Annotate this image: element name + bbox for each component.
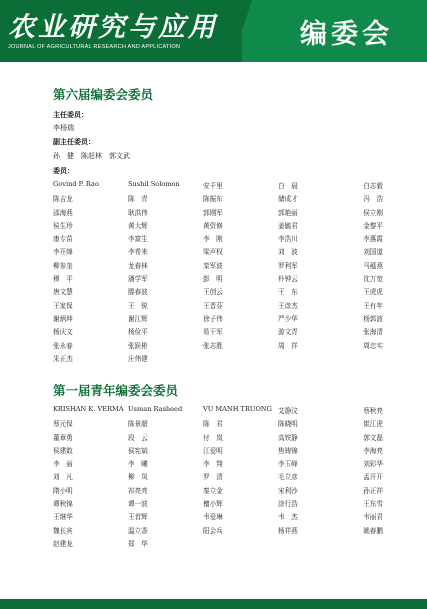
member-name: 韦丽君 xyxy=(363,513,383,522)
member-name: 韦爱琳 xyxy=(203,513,223,522)
member-name: 魏长宾 xyxy=(53,526,73,535)
member-name: 李开绵 xyxy=(53,248,73,257)
member-name: 李海亮 xyxy=(363,446,383,455)
member-name: 温立香 xyxy=(128,526,148,535)
member-name: Sushil Solomon xyxy=(128,180,180,188)
member-name: 杨俭平 xyxy=(128,328,148,337)
member-name: 侯生珍 xyxy=(53,221,73,230)
member-name: VU MANH TRUONG xyxy=(203,405,272,413)
members-label: 委员： xyxy=(53,167,74,175)
section-title-sixth-board: 第六届编委会委员 xyxy=(53,87,154,102)
member-name: 王东雪 xyxy=(363,500,383,509)
member-name: 耿洪伟 xyxy=(128,208,148,217)
member-name: 王虎虎 xyxy=(363,288,383,297)
member-name: 王彦杰 xyxy=(278,301,298,310)
director-label: 主任委员： xyxy=(53,111,88,119)
member-name: 白 晨 xyxy=(278,182,298,190)
member-name: 黄资修 xyxy=(203,221,223,230)
member-name: 王家保 xyxy=(53,301,73,310)
member-name: 龙春林 xyxy=(128,261,148,270)
member-name: 康专苗 xyxy=(53,235,73,244)
member-name: 刘 波 xyxy=(278,248,298,257)
member-name: 隋小明 xyxy=(53,486,73,495)
member-name: 王 东 xyxy=(278,288,298,297)
member-name: 李 刚 xyxy=(203,235,223,244)
member-name: 易干军 xyxy=(203,328,223,337)
member-name: 张永春 xyxy=(53,341,73,350)
member-name: 严少华 xyxy=(278,314,298,323)
member-name: 姜毓君 xyxy=(278,221,298,230)
member-name: 庄伟建 xyxy=(128,354,148,363)
member-name: 蔡秋亮 xyxy=(363,407,383,415)
member-name: 董章勇 xyxy=(53,433,73,442)
member-name: 崔江虎 xyxy=(363,420,383,429)
member-name: 陈吉龙 xyxy=(53,195,73,204)
member-name xyxy=(203,538,278,551)
deputy-director-label: 副主任委员： xyxy=(53,138,95,146)
member-name: 张海清 xyxy=(363,328,383,337)
member-name xyxy=(278,353,353,366)
member-name: 栾军波 xyxy=(203,261,223,270)
member-name: 安千里 xyxy=(203,182,223,190)
member-name: 柳 凤 xyxy=(128,473,148,482)
director-name: 李杨瑞 xyxy=(53,124,74,132)
member-name: 王 锐 xyxy=(128,301,148,310)
member-name: 邵海燕 xyxy=(53,208,73,217)
member-name: 周忠实 xyxy=(363,341,383,350)
member-name: 孟开开 xyxy=(363,473,383,482)
member-name: 谢炳坤 xyxy=(53,314,73,323)
member-name: 段 云 xyxy=(128,433,148,442)
member-name: 陈景超 xyxy=(128,420,148,429)
member-name: 侯立刚 xyxy=(363,208,383,217)
member-name: 刘彩华 xyxy=(363,460,383,469)
member-name: 周 祥 xyxy=(278,341,298,350)
member-name: 朱正杰 xyxy=(53,354,73,363)
member-name: 江爱明 xyxy=(203,446,223,455)
member-name: 王继华 xyxy=(53,513,73,522)
member-name: 谭秋锦 xyxy=(53,500,73,509)
member-name: 涂行浩 xyxy=(278,500,298,509)
member-name: 谢江辉 xyxy=(128,314,148,323)
member-name: 檀小辉 xyxy=(203,500,223,509)
journal-header xyxy=(0,0,427,62)
member-name: 祁亮亮 xyxy=(128,486,148,495)
member-name: 毛立彦 xyxy=(278,473,298,482)
member-name: KRISHAN K. VERMA xyxy=(53,405,124,413)
member-name: 杨郭波 xyxy=(363,314,383,323)
member-name: 柳参奎 xyxy=(53,261,73,270)
member-name: 穆 平 xyxy=(53,275,73,284)
section-title-youth-board: 第一届青年编委会委员 xyxy=(53,383,179,398)
journal-subtitle: JOURNAL OF AGRICULTURAL RESEARCH AND APPLICATION xyxy=(8,44,181,50)
member-name: 郭文磊 xyxy=(363,433,383,442)
member-name: 秦立金 xyxy=(203,486,223,495)
member-name: 郑 华 xyxy=(128,539,148,548)
member-name: 高铁静 xyxy=(278,433,298,442)
members-grid-youth-board xyxy=(53,405,383,551)
member-name: 付 岚 xyxy=(203,433,223,442)
member-name: 赵建龙 xyxy=(53,539,73,548)
member-name: 潘学军 xyxy=(128,275,148,284)
member-name: 杨庆文 xyxy=(53,328,73,337)
member-name: 张志胜 xyxy=(203,341,223,350)
member-name: 王晋芬 xyxy=(203,301,223,310)
member-name: 冯 浩 xyxy=(363,195,383,204)
member-name: 阳会兵 xyxy=(203,526,223,535)
member-name: 金黎平 xyxy=(363,221,383,230)
member-name: 王首辉 xyxy=(128,513,148,522)
member-name: 侯宪斌 xyxy=(128,446,148,455)
member-name: 马蕴燕 xyxy=(363,261,383,270)
member-name: Usman Rasheed xyxy=(128,405,183,413)
member-name: 梁声权 xyxy=(203,248,223,257)
member-name: 李希来 xyxy=(128,248,148,257)
member-name: 姚春鹏 xyxy=(363,526,383,535)
header-diagonal xyxy=(232,0,252,62)
member-name: 陈振东 xyxy=(203,195,223,204)
page-heading: 编委会 xyxy=(300,19,393,50)
member-name: 沈万宽 xyxy=(363,275,383,284)
member-name: 白志毅 xyxy=(363,182,383,190)
member-name: 滕春波 xyxy=(128,288,148,297)
member-name: 李浩川 xyxy=(278,235,298,244)
member-name: 朴钟云 xyxy=(278,275,298,284)
member-name: 李 丽 xyxy=(53,460,73,469)
member-name: 艾静汶 xyxy=(278,407,298,415)
member-name: 焦铸锦 xyxy=(278,446,298,455)
member-name: 谭一波 xyxy=(128,500,148,509)
member-name: 张跃彬 xyxy=(128,341,148,350)
member-name: 杨祥燕 xyxy=(278,526,298,535)
member-name: 黄大辉 xyxy=(128,221,148,230)
member-name xyxy=(278,538,353,551)
member-name: 韦 杰 xyxy=(278,513,298,522)
member-name: 徐子伟 xyxy=(203,314,223,323)
member-name: 郭艳丽 xyxy=(278,208,298,217)
member-name: 李富生 xyxy=(128,235,148,244)
member-name: 李 曦 xyxy=(128,460,148,469)
member-name: 陈 君 xyxy=(203,420,223,429)
member-name: 王创云 xyxy=(203,288,223,297)
member-name: 彭 明 xyxy=(203,275,223,284)
footer-bar xyxy=(0,599,427,609)
member-name: 罗利军 xyxy=(278,261,298,270)
member-name: 游文青 xyxy=(278,328,298,337)
member-name: 王有年 xyxy=(363,301,383,310)
member-name: 李惠霞 xyxy=(363,235,383,244)
member-name: 储成才 xyxy=(278,195,298,204)
member-name: Govind P. Rao xyxy=(53,180,99,188)
member-name: 唐文慧 xyxy=(53,288,73,297)
member-name: 孙正祥 xyxy=(363,486,383,495)
member-name: 罗 清 xyxy=(203,473,223,482)
member-name: 宋利沙 xyxy=(278,486,298,495)
members-grid-sixth-board xyxy=(53,180,383,366)
member-name: 李玉峰 xyxy=(278,460,298,469)
member-name: 郭刚军 xyxy=(203,208,223,217)
member-name: 陈 青 xyxy=(128,195,148,204)
member-name xyxy=(203,353,278,366)
member-name: 侯建敢 xyxy=(53,446,73,455)
deputy-director-names: 孙 健 陈赶林 郭文武 xyxy=(53,152,130,160)
member-name: 刘 凡 xyxy=(53,473,73,482)
member-name: 刘国道 xyxy=(363,248,383,257)
member-name: 李 翔 xyxy=(203,460,223,469)
member-name: 陈晓明 xyxy=(278,420,298,429)
member-name: 蔡元保 xyxy=(53,420,73,429)
journal-title: 农业研究与应用 xyxy=(8,12,218,43)
